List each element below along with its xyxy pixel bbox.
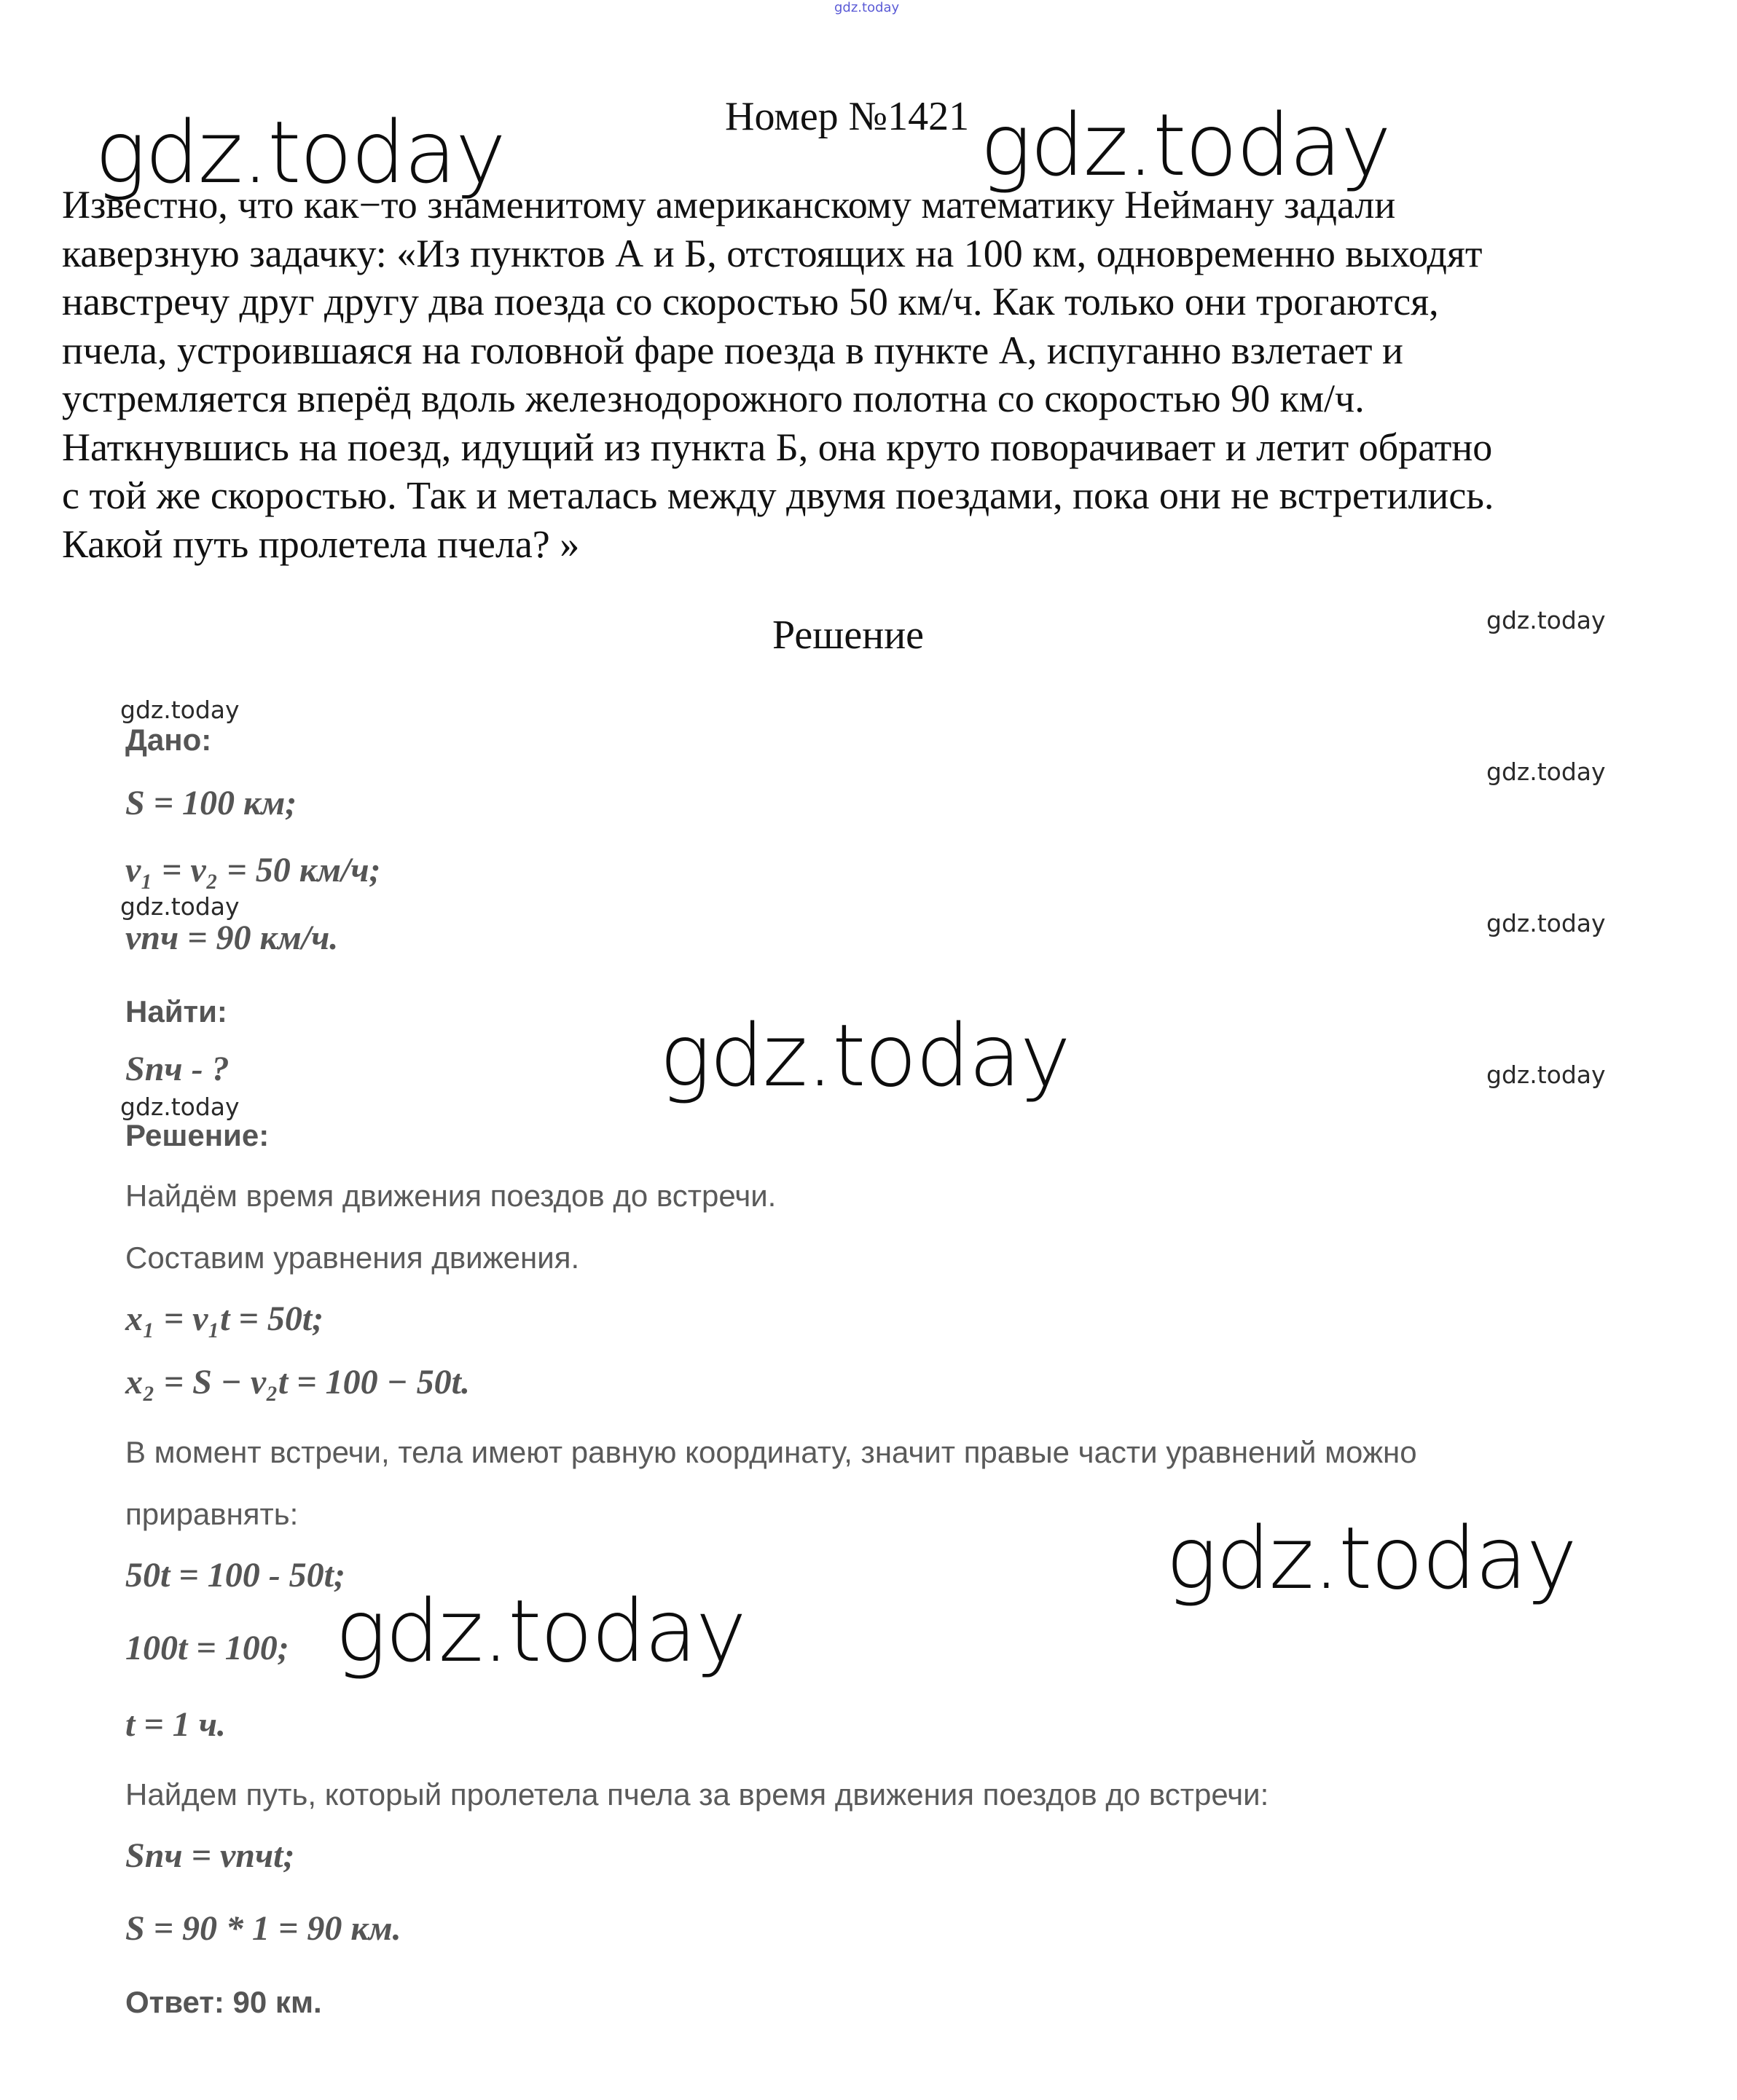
watermark-small: gdz.today <box>120 696 240 724</box>
watermark-small: gdz.today <box>120 892 240 921</box>
problem-line: Наткнувшись на поезд, идущий из пункта Б, она круто поворачивает и летит обратно <box>62 425 1493 469</box>
problem-line: с той же скоростью. Так и металась между двумя поездами, пока они не встретились. <box>62 473 1494 517</box>
problem-line: Известно, что как−то знаменитому американскому математику Нейману задали <box>62 183 1396 227</box>
watermark-large: gdz.today <box>95 102 505 202</box>
solution-step: Составим уравнения движения. <box>125 1240 580 1275</box>
watermark-small: gdz.today <box>1486 1061 1606 1089</box>
watermark-small: gdz.today <box>1486 606 1606 634</box>
given-train-speed: v₁ = v₂ = 50 км/ч; <box>125 851 381 889</box>
page-title: Номер №1421 <box>725 94 970 139</box>
solution-step: приравнять: <box>125 1497 299 1531</box>
watermark-large: gdz.today <box>335 1581 745 1681</box>
watermark-large: gdz.today <box>1166 1508 1576 1608</box>
find-value: Sпч - ? <box>125 1050 230 1088</box>
problem-line: пчела, устроившаяся на головной фаре поезда в пункте А, испуганно взлетает и <box>62 328 1403 372</box>
given-distance: S = 100 км; <box>125 784 297 822</box>
equation: t = 1 ч. <box>125 1705 226 1744</box>
given-bee-speed: vпч = 90 км/ч. <box>125 919 339 957</box>
solution-label: Решение: <box>125 1118 270 1152</box>
watermark-large: gdz.today <box>980 95 1390 195</box>
watermark-small: gdz.today <box>1486 909 1606 937</box>
equation: S = 90 * 1 = 90 км. <box>125 1909 401 1948</box>
watermark-small: gdz.today <box>120 1093 240 1121</box>
solution-step: Найдем путь, который пролетела пчела за время движения поездов до встречи: <box>125 1777 1269 1812</box>
problem-text <box>62 181 1694 568</box>
problem-line: навстречу друг другу два поезда со скоростью 50 км/ч. Как только они трогаются, <box>62 280 1439 323</box>
problem-line: устремляется вперёд вдоль железнодорожного полотна со скоростью 90 км/ч. <box>62 377 1365 420</box>
solution-step: В момент встречи, тела имеют равную координату, значит правые части уравнений можно <box>125 1435 1417 1469</box>
find-label: Найти: <box>125 994 227 1029</box>
solution-step: Найдём время движения поездов до встречи. <box>125 1179 777 1213</box>
equation: x₂ = S − v₂t = 100 − 50t. <box>125 1363 471 1401</box>
equation: x₁ = v₁t = 50t; <box>125 1299 324 1338</box>
given-label: Дано: <box>125 723 212 757</box>
watermark-top: gdz.today <box>834 0 900 15</box>
watermark-small: gdz.today <box>1486 758 1606 786</box>
problem-line: Какой путь пролетела пчела? » <box>62 522 580 566</box>
equation: 50t = 100 - 50t; <box>125 1556 345 1594</box>
equation: Sпч = vпчt; <box>125 1836 295 1875</box>
solution-heading: Решение <box>772 613 925 658</box>
watermark-large: gdz.today <box>659 1005 1070 1106</box>
equation: 100t = 100; <box>125 1629 289 1667</box>
answer: Ответ: 90 км. <box>125 1985 322 2019</box>
problem-line: каверзную задачку: «Из пунктов А и Б, отстоящих на 100 км, одновременно выходят <box>62 231 1483 275</box>
